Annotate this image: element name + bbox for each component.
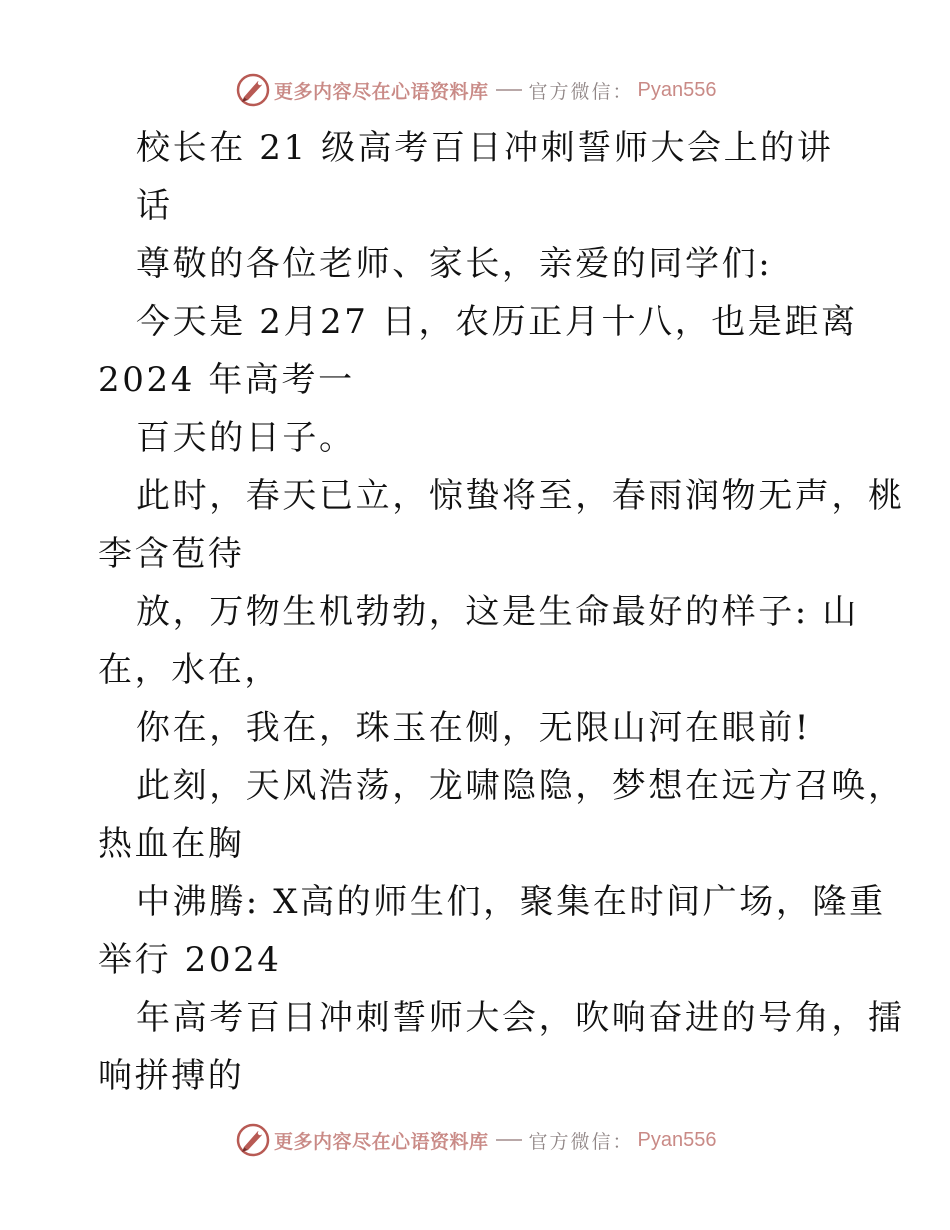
watermark-wechat-id: Pyan556	[637, 1128, 717, 1151]
body-line: 尊敬的各位老师、家长，亲爱的同学们:	[136, 244, 773, 284]
watermark-site-text: 更多内容尽在心语资料库	[274, 1130, 489, 1153]
watermark-site-text: 更多内容尽在心语资料库	[274, 80, 489, 103]
body-line: 响拼搏的	[98, 1056, 245, 1096]
pen-logo-icon	[236, 73, 270, 107]
header-watermark	[236, 73, 717, 107]
watermark-dash	[496, 89, 522, 91]
body-line: 放，万物生机勃勃，这是生命最好的样子: 山	[136, 592, 859, 632]
body-line: 热血在胸	[98, 824, 245, 864]
body-line: 2024 年高考一	[98, 360, 355, 400]
body-line: 中沸腾: X高的师生们，聚集在时间广场，隆重	[136, 882, 886, 922]
body-line: 年高考百日冲刺誓师大会，吹响奋进的号角，擂	[136, 998, 905, 1038]
body-line: 校长在 21 级高考百日冲刺誓师大会上的讲	[136, 128, 834, 168]
body-line: 今天是 2月27 日，农历正月十八，也是距离	[136, 302, 858, 342]
watermark-wechat-id: Pyan556	[637, 78, 717, 101]
pen-logo-icon	[236, 1123, 270, 1157]
body-line: 话	[136, 186, 173, 226]
footer-watermark	[236, 1123, 717, 1157]
body-line: 李含苞待	[98, 534, 245, 574]
body-line: 百天的日子。	[136, 418, 356, 458]
body-line: 此刻，天风浩荡，龙啸隐隐，梦想在远方召唤，	[136, 766, 905, 806]
body-line: 此时，春天已立，惊蛰将至，春雨润物无声，桃	[136, 476, 905, 516]
watermark-official-label: 官方微信：	[528, 1130, 634, 1153]
watermark-dash	[496, 1139, 522, 1141]
body-line: 在，水在，	[98, 650, 281, 690]
body-line: 举行 2024	[98, 940, 282, 980]
body-line: 你在，我在，珠玉在侧，无限山河在眼前!	[136, 708, 812, 748]
watermark-official-label: 官方微信：	[528, 80, 634, 103]
